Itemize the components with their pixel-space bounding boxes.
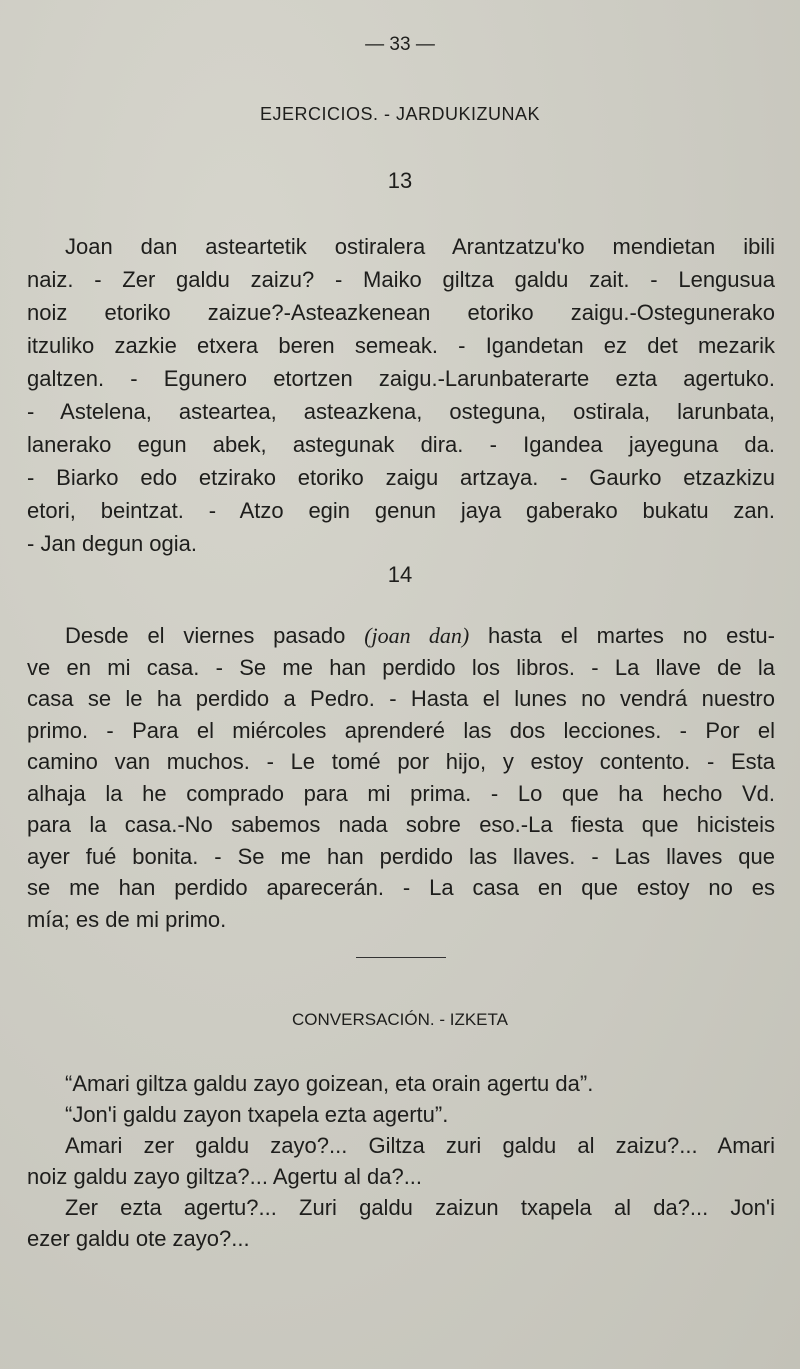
text-line: mía; es de mi primo. (27, 906, 227, 932)
text-span: Desde el viernes pasado (65, 623, 365, 648)
text-line: galtzen. - Egunero etortzen zaigu.-Larunbaterarte ezta agertuko. (27, 366, 775, 391)
text-line: itzuliko zazkie etxera beren semeak. - Igandetan ez det mezarik (27, 333, 775, 358)
page-title: EJERCICIOS. - JARDUKIZUNAK (259, 104, 541, 124)
text-line (27, 620, 775, 652)
exercise-13-text (27, 230, 775, 560)
text-line: “Amari giltza galdu zayo goizean, eta orain agertu da”. (65, 1071, 594, 1096)
exercise-number-14: 14 (387, 562, 413, 587)
text-line: naiz. - Zer galdu zaizu? - Maiko giltza galdu zait. - Lengusua (27, 267, 775, 292)
conversation-title: CONVERSACIÓN. - IZKETA (292, 1010, 508, 1029)
text-line: Amari zer galdu zayo?... Giltza zuri galdu al zaizu?... Amari (65, 1133, 775, 1158)
text-line: ayer fué bonita. - Se me han perdido las llaves. - Las llaves que (27, 843, 775, 869)
text-line: - Jan degun ogia. (27, 531, 198, 556)
text-line: etori, beintzat. - Atzo egin genun jaya gaberako bukatu zan. (27, 498, 775, 523)
text-line: ezer galdu ote zayo?... (27, 1226, 250, 1251)
conversation-text (27, 1068, 775, 1254)
text-line: noiz galdu zayo giltza?... Agertu al da?... (27, 1164, 423, 1189)
text-line: primo. - Para el miércoles aprenderé las dos lecciones. - Por el (27, 717, 775, 743)
text-line: lanerako egun abek, astegunak dira. - Igandea jayeguna da. (27, 432, 775, 457)
text-span: hasta el martes no estu- (469, 623, 775, 648)
italic-gloss: (joan dan) (364, 623, 470, 648)
text-line: - Biarko edo etzirako etoriko zaigu artzaya. - Gaurko etzazkizu (27, 465, 775, 490)
text-line: alhaja la he comprado para mi prima. - Lo que ha hecho Vd. (27, 780, 775, 806)
text-line: ve en mi casa. - Se me han perdido los libros. - La llave de la (27, 654, 775, 680)
section-divider (356, 957, 446, 958)
exercise-14-text (27, 620, 775, 935)
text-line: “Jon'i galdu zayon txapela ezta agertu”. (65, 1102, 449, 1127)
text-line: noiz etoriko zaizue?-Asteazkenean etoriko zaigu.-Ostegunerako (27, 300, 775, 325)
text-line: camino van muchos. - Le tomé por hijo, y estoy contento. - Esta (27, 749, 775, 774)
text-line: casa se le ha perdido a Pedro. - Hasta el lunes no vendrá nuestro (27, 686, 775, 711)
exercise-number-13: 13 (387, 168, 413, 193)
text-line: - Astelena, asteartea, asteazkena, osteguna, ostirala, larunbata, (27, 399, 775, 424)
page-number: — 33 — (365, 34, 435, 55)
text-line: Zer ezta agertu?... Zuri galdu zaizun txapela al da?... Jon'i (65, 1195, 775, 1220)
text-line: Joan dan asteartetik ostiralera Arantzatzu'ko mendietan ibili (65, 234, 775, 259)
text-line: se me han perdido aparecerán. - La casa en que estoy no es (27, 875, 775, 900)
text-line: para la casa.-No sabemos nada sobre eso.-La fiesta que hicisteis (27, 812, 775, 837)
